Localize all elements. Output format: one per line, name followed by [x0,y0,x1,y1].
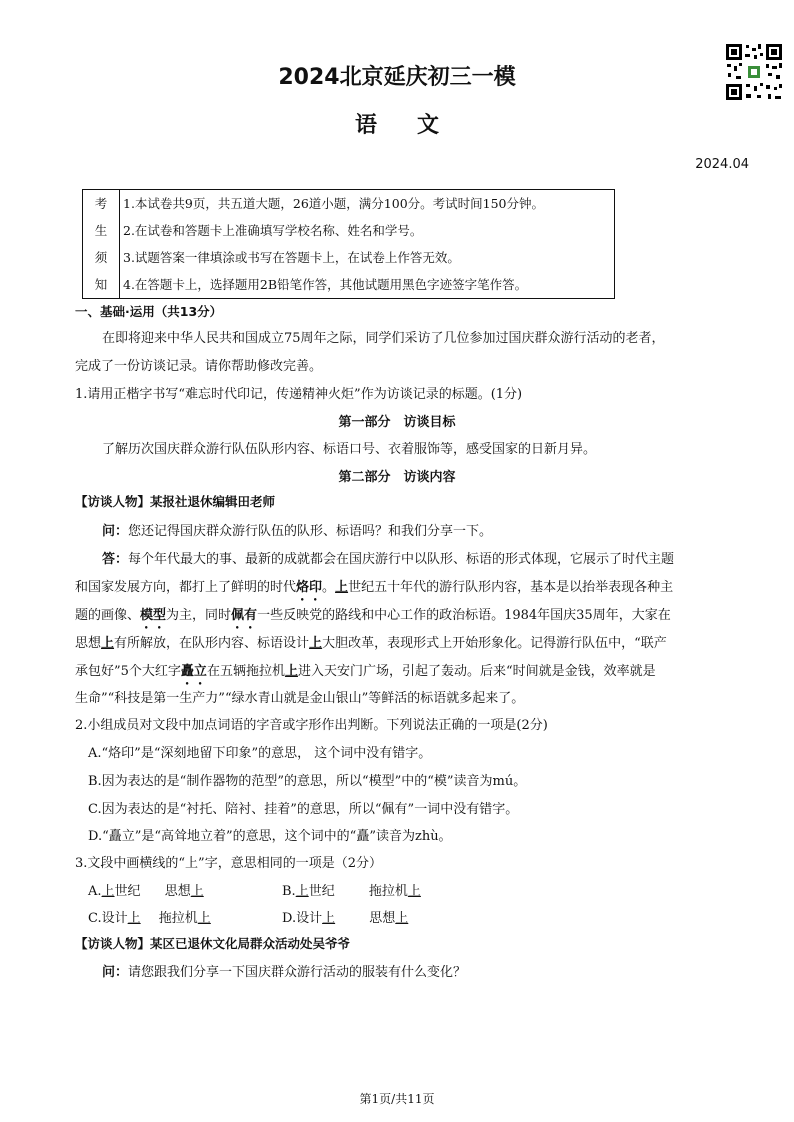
answer-line-3: 题的画像、模型为主，同时佩有一些反映党的路线和中心工作的政治标语。1984年国庆35周年，大家在 [75,608,671,623]
question-1: 1.请用正楷字书写“难忘时代印记，传递精神火炬”作为访谈记录的标题。(1分) [75,387,523,402]
interview-question-2: 问：请您跟我们分享一下国庆群众游行活动的服装有什么变化？ [102,965,467,980]
q3-option-a: A.上世纪 思想上 [88,884,204,899]
answer-line-2: 和国家发展方向，都打上了鲜明的时代烙印。上世纪五十年代的游行队形内容，基本是以抬举表现各种主 [75,580,674,595]
question-2: 2.小组成员对文段中加点词语的字音或字形作出判断。下列说法正确的一项是(2分) [75,718,548,733]
intro-line-1: 在即将迎来中华人民共和国成立75周年之际，同学们采访了几位参加过国庆群众游行活动的老者， [102,331,665,346]
q3-option-d: D.设计上 思想上 [282,911,409,926]
exam-notice-box [82,189,615,299]
marked-word: 佩有 [231,608,258,623]
q3-option-c: C.设计上 拖拉机上 [88,911,211,926]
interview-question-1: 问：您还记得国庆群众游行队伍的队形、标语吗？和我们分享一下。 [102,524,493,539]
marked-word: 模型 [140,608,167,623]
part2-title: 第二部分 访谈内容 [338,470,456,485]
notice-items [120,190,615,299]
notice-side-label: 考 生 须 知 [83,190,120,299]
interviewee-2: 【访谈人物】某区已退休文化局群众活动处吴爷爷 [75,936,351,951]
part1-title: 第一部分 访谈目标 [338,415,456,430]
underlined-shang: 上 [101,636,115,651]
intro-line-2: 完成了一份访谈记录。请你帮助修改完善。 [75,359,323,374]
exam-date: 2024.04 [695,157,749,172]
question-3: 3.文段中画横线的“上”字，意思相同的一项是（2分） [75,856,382,871]
section-heading: 一、基础·运用（共13分） [75,304,223,319]
interviewee-1: 【访谈人物】某报社退休编辑田老师 [75,494,276,509]
notice-item: 3.试题答案一律填涂或书写在答题卡上，在试卷上作答无效。 [123,250,460,265]
marked-word: 矗立 [180,664,207,679]
underlined-shang: 上 [335,580,349,595]
notice-item: 2.在试卷和答题卡上准确填写学校名称、姓名和学号。 [123,223,423,238]
answer-line-4: 思想上有所解放，在队形内容、标语设计上大胆改革，表现形式上开始形象化。记得游行队伍中，“联产 [75,636,667,651]
notice-item: 4.在答题卡上，选择题用2B铅笔作答，其他试题用黑色字迹签字笔作答。 [123,277,528,292]
q2-option-a: A.“烙印”是“深刻地留下印象”的意思， 这个词中没有错字。 [88,746,432,761]
underlined-shang: 上 [309,636,323,651]
notice-item: 1.本试卷共9页，共五道大题，26道小题，满分100分。考试时间150分钟。 [123,196,545,211]
answer-line-1: 答：每个年代最大的事、最新的成就都会在国庆游行中以队形、标语的形式体现，它展示了时代主题 [102,552,675,567]
exam-title: 2024北京延庆初三一模 [278,65,516,90]
q2-option-d: D.“矗立”是“高耸地立着”的意思，这个词中的“矗”读音为zhù。 [88,829,452,844]
marked-word: 烙印 [296,580,323,595]
answer-line-5: 承包好”5个大红字矗立在五辆拖拉机上进入天安门广场，引起了轰动。后来“时间就是金钱，效率就是 [75,664,656,679]
q3-option-b: B.上世纪 拖拉机上 [282,884,421,899]
q2-option-b: B.因为表达的是“制作器物的范型”的意思，所以“模型”中的“模”读音为mú。 [88,774,527,789]
part1-text: 了解历次国庆群众游行队伍队形内容、标语口号、衣着服饰等，感受国家的日新月异。 [102,442,597,457]
q2-option-c: C.因为表达的是“衬托、陪衬、挂着”的意思，所以“佩有”一词中没有错字。 [88,802,519,817]
answer-line-6: 生命”“科技是第一生产力”“绿水青山就是金山银山”等鲜活的标语就多起来了。 [75,691,525,706]
page-footer: 第1页/共11页 [359,1092,435,1106]
qr-code-icon [724,42,784,102]
underlined-shang: 上 [284,664,298,679]
subject-title: 语文 [354,113,479,138]
